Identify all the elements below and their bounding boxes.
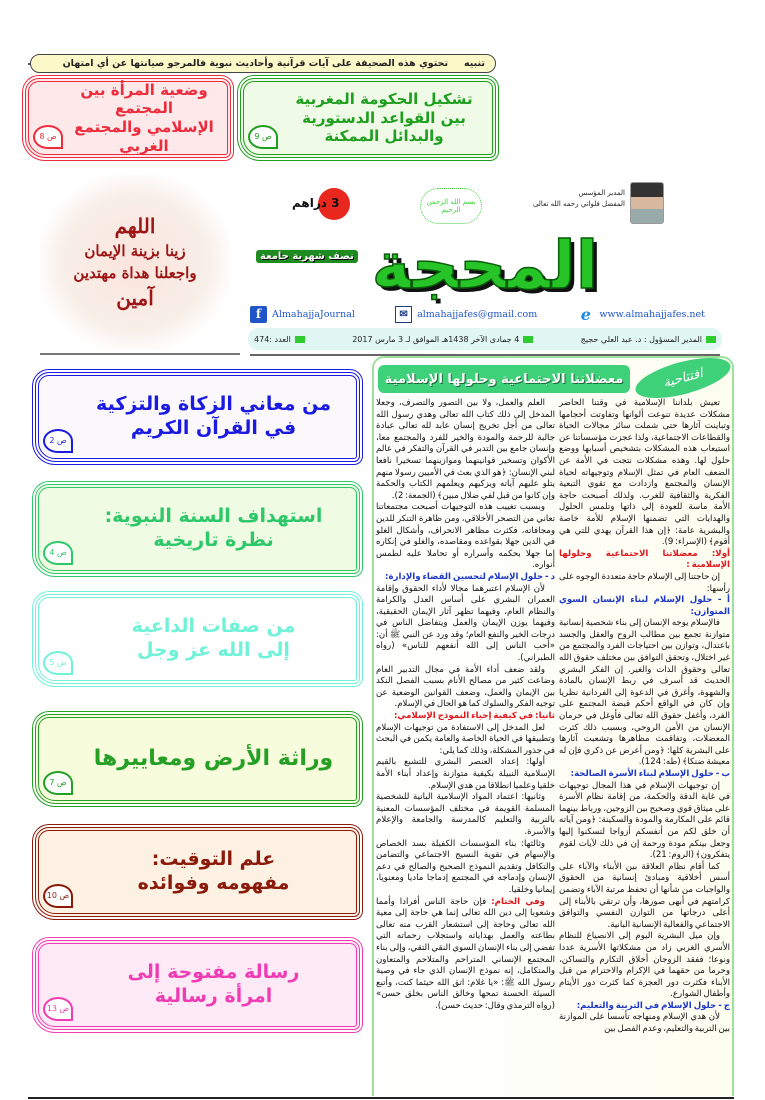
article-subheading xyxy=(376,711,555,723)
article-paragraph xyxy=(376,839,555,897)
headline-teaser[interactable] xyxy=(35,827,360,917)
dua-line: آمين xyxy=(116,286,154,311)
founder-label: المدير المؤسس xyxy=(578,189,625,197)
paragraph-text: ثانيا: في كيفية إحياء النموذج الإسلامي: xyxy=(393,711,555,722)
headline-teaser[interactable] xyxy=(240,78,496,158)
article-paragraph xyxy=(559,1012,730,1035)
article-paragraph xyxy=(559,781,730,862)
founder-name: المفضل فلواتي رحمه الله تعالى xyxy=(532,199,625,208)
article-paragraph xyxy=(559,572,730,595)
price-text: 3 دراهم xyxy=(292,196,340,210)
article-subheading xyxy=(559,595,730,618)
founder-caption xyxy=(515,188,625,209)
paragraph-text: فالإسلام يوجه الإنسان إلى بناء شخصية إنسانية متوازنة تجمع بين مطالب الروح والعقل والجسد باعتدال، وتوازن بين احتياجات الفرد والمجتمع من غير اختلال، وتحقق التوافق بين مختلف حقوق الله تعالى وحقوق الذات والغير. إن الفكر البشري الحديث قد أسرف في ربط الإنسان بالمادة والشهوة، وأغرق في الدعوة إلى الفردانية نظريا وإن كان في الواقع أحكم قبضة المجتمع على الفرد، وأغفل حقوق الله تعالى فأوغل في حرمان الإنسان من الأمن الروحي، وبسبب ذلك كثرت المعضلات، وتفاقمت مظاهرها وتشعبت آثارها على البشرية كلها: ﴿ومن أعرض عن ذكري فإن له معيشة ضنكا﴾ (طه: 124). xyxy=(559,618,730,768)
headline-line: استهداف السنة النبوية: xyxy=(104,505,323,528)
paragraph-text: لأن هدي الإسلام ومنهاجه تأسسا على الموازنة بين التربية والتعليم، وعدم الفصل بين xyxy=(559,1012,730,1035)
email-icon: ✉ xyxy=(395,306,412,323)
headline-teaser[interactable] xyxy=(35,594,360,684)
article-paragraph xyxy=(376,665,555,711)
date-text: 4 جمادى الآخر 1438هـ الموافق لـ 3 مارس 2017 xyxy=(352,334,520,344)
dua-line: زينا بزينة الإيمان xyxy=(84,241,186,260)
paragraph-text: أولها: إعداد العنصر البشري للتشبع بالقيم الإسلامية النبيلة بكيفية متوازنة وإعداد أبناء الأمة خلقيا وعلميا انطلاقا من هدي الإسلام. xyxy=(376,757,555,791)
notice-text: تحتوي هذه الصحيفة على آيات قرآنية وأحاديث نبوية فالمرجو صيانتها عن أي امتهان xyxy=(62,58,449,69)
page-reference: ص 9 xyxy=(248,125,278,149)
paragraph-text: لأن الإسلام اعتبرهما مجالا لأداء الحقوق وإقامة العمران البشري على أساس العدل والكرامة والنظام العام، وفيهما تظهر آثار الإيمان الحقيقية، وفيهما يوزن الإيمان والعمل ويتفاضل الناس في درجات الخير والنفع العام؛ وقد ورد عن النبي ﷺ أن: «أحب الناس إلى الله أنفعهم للناس» (رواه الطبراني). xyxy=(376,583,555,664)
page-reference: ص 2 xyxy=(43,429,73,453)
headline-teaser[interactable] xyxy=(35,484,360,574)
paragraph-text: ج - حلول الإسلام في التربية والتعليم: xyxy=(576,1000,730,1011)
article-subheading xyxy=(376,572,555,584)
issue-info xyxy=(254,335,305,344)
headline-line: علم التوقيت: xyxy=(151,848,276,871)
masthead-subtitle: نصف شهرية جامعة xyxy=(256,250,358,263)
headline-line: رسالة مفتوحة إلى xyxy=(127,961,300,984)
paragraph-text: وبسبب تغييب هذه التوجيهات أصبحت مجتمعاتنا تعاني من التصحر الأخلاقي، ومن ظاهرة التنكر للدين ومجافاته، فكثرت مظاهر الانحراف، وأشكال الغلو في الدين جهلا بقواعده ومقاصده، والغلو في إنكاره إما جهلا بحكمه وأسراره أو تحاملا عليه لطمس أنواره. xyxy=(376,502,555,571)
bottom-rule xyxy=(28,1097,734,1099)
director-text: المدير المسؤول : د. عبد العلي حجيج xyxy=(580,334,702,344)
page-reference: ص 13 xyxy=(43,997,73,1021)
headline-line: وضعية المرأة بين المجتمع xyxy=(80,80,208,118)
headline-line: امرأة رسالية xyxy=(154,985,273,1007)
paragraph-text: وإن ميل البشرية اليوم إلى الانصياع للنظام الأسري الغربي زاد من مشكلاتها الأسرية عددا ونوعا؛ ففقد الزوجان أخلاق التكارم والتساكن، وحرما من حقهما في الإكرام والاحترام من قبل الأبناء فكثرت دور العجزة كما كثرت دور الأيتام وأطفال الشوارع. xyxy=(559,931,730,1000)
facebook-link[interactable] xyxy=(250,306,355,323)
paragraph-text: لعل المدخل إلى الاستفادة من توجيهات الإسلام وتطبيقها في الحياة الخاصة والعامة يكمن في البحث في جذور المشكلة، وذلك كما يلي: xyxy=(376,722,555,756)
article-paragraph xyxy=(376,792,555,838)
article-paragraph xyxy=(376,757,555,792)
basmala-calligraphy: بسم الله الرحمن الرحيم xyxy=(420,188,482,224)
paragraph-text: ولقد ضعف أداء الأمة في مجال التدبير العام وضاعت كثير من مصالح الأنام بسبب الفصل النكد بين الإيمان والعمل، وضعف القوانين الوضعية عن توجيه الفكر والسلوك كما هو الحال في الإسلام. xyxy=(376,664,555,710)
browser-icon: e xyxy=(580,304,591,324)
headline-line: نظرة تاريخية xyxy=(153,529,274,551)
headline-line: الإسلامي والمجتمع الغربي xyxy=(74,118,214,155)
date-info xyxy=(352,335,533,344)
article-subheading xyxy=(559,769,730,781)
article-paragraph xyxy=(376,723,555,758)
email-link[interactable] xyxy=(395,306,537,323)
director-info xyxy=(581,335,716,344)
paragraph-text: إن توجيهات الإسلام في هذا المجال توجيهات في غاية الدقة والحكمة، من إقامة نظام الأسرة على ميثاق قوي وصحيح بين الزوجين، ورباط بينهما قائم على المكارمة والمودة والسكينة: ﴿ومن آياته أن خلق لكم من أنفسكم أزواجا لتسكنوا إليها وجعل بينكم مودة ورحمة إن في ذلك لآيات لقوم يتفكرون﴾ (الروم: 21). xyxy=(559,780,730,861)
article-column-left xyxy=(376,398,555,1012)
dua-line: واجعلنا هداة مهتدين xyxy=(73,263,197,282)
article-subheading xyxy=(559,1001,730,1013)
article-paragraph xyxy=(376,897,555,1013)
facebook-text: AlmahajjaJournal xyxy=(272,308,355,320)
paragraph-text: العلم والعمل، ولا بين التصور والتصرف، وجعلا المدخل إلى ذلك كتاب الله تعالى وهدي رسول الله تعالى من أجل تخريج إنسان عابد لله تعالى عبادة جالبة للرحمة والمودة والخير للفرد والمجتمع معا، وإنسان جامع بين التدبر في القرآن والتفكر في عالم الأكوان وتسخير قوانينهما وموازينهما تسخيرا نافعا لبني الإنسان: ﴿هو الذي بعث في الأميين رسولا منهم يتلو عليهم آياته ويزكيهم ويعلمهم الكتاب والحكمة وإن كانوا من قبل لفي ضلال مبين﴾ (الجمعة: 2). xyxy=(376,398,555,501)
article-paragraph xyxy=(376,584,555,665)
founder-photo xyxy=(630,182,664,224)
contacts-row xyxy=(250,305,705,323)
page-reference: ص 7 xyxy=(43,771,73,795)
article-paragraph xyxy=(559,618,730,769)
headline-line: إلى الله عز وجل xyxy=(137,639,290,661)
paragraph-text: كما أقام نظام العلاقة بين الأبناء والآباء على أسس أخلاقية ومبادئ إنسانية من الحقوق والواجبات من شأنها أن تحفظ مرتبة الآباء وتضمن كرامتهم في أبهى صورها، وأن ترتقي بالأبناء إلى أعلى درجاتها من التوازن النفسي والتوافق الاجتماعي والفعالية الإنسانية البانية. xyxy=(559,861,730,930)
headline-line: تشكيل الحكومة المغربية xyxy=(295,89,473,108)
headline-teaser[interactable] xyxy=(35,714,360,804)
article-paragraph xyxy=(376,398,555,502)
headline-line: مفهومه وفوائده xyxy=(137,872,290,894)
email-text: almahajjafes@gmail.com xyxy=(417,308,538,320)
article-paragraph xyxy=(559,398,730,549)
paragraph-text: أولا: معضلاتنا الاجتماعية وحلولها الإسلامية : xyxy=(559,548,730,571)
headline-line: في القرآن الكريم xyxy=(130,417,297,439)
notice-label: تنبيه xyxy=(464,58,485,69)
article-paragraph xyxy=(559,862,730,932)
headline-teaser[interactable] xyxy=(35,372,360,462)
article-paragraph xyxy=(376,502,555,572)
paragraph-text: إن حاجتنا إلى الإسلام حاجة متعددة الوجوه على رأسها: xyxy=(559,571,730,594)
editorial-badge: افتتاحية xyxy=(632,350,735,406)
article-paragraph xyxy=(559,931,730,1001)
issue-text: العدد :474 xyxy=(254,334,291,344)
headline-line: وراثة الأرض ومعاييرها xyxy=(93,746,334,772)
article-column-right xyxy=(559,398,730,1036)
headline-teaser[interactable] xyxy=(25,78,231,158)
notice-banner xyxy=(30,54,496,73)
dua-box xyxy=(40,175,230,350)
paragraph-text: وثالثها: بناء المؤسسات الكفيلة بسد الخصاص والإسهام في تقوية النسيج الاجتماعي والتضامن والتكافل وتقديم النموذج الصحيح والصالح في دعم الإنسان وإدماجه في المجتمع إدماجا ماديا ومعنويا، إيمانيا وخلقيا. xyxy=(376,838,555,895)
paragraph-text: وثانيها: اعتماد المواد الإسلامية البانية للشخصية المسلمة القويمة في مختلف المؤسسات المعنية بالتربية والتعليم كالمدرسة والجامعة والإعلام والأسرة. xyxy=(376,792,555,837)
paragraph-text: ب - حلول الإسلام لبناء الأسرة الصالحة: xyxy=(570,769,730,779)
paragraph-text: تعيش بلداننا الإسلامية في وقتنا الحاضر مشكلات عديدة تنوعت ألوانها وتفاوتت أحجامها وتباينت آثارها حتى شملت سائر مجالات الحياة والقطاعات الاجتماعية، ولذا عجزت مؤسساتنا عن استيعاب هذه المشكلات بتشخيص أسبابها ووضع حلول لها. وهذه مشكلات نتجت في الأمة عن الضعف العام في تمثل الإسلام وتوجيهاته لحياة الإنسان والمجتمع وازدادت مع تقوي التبعية الفكرية والثقافية للغرب. ولذلك أصبحت حاجة الأمة ماسة للعودة إلى ذاتها وتلمس الحلول والهدايات التي تضمنها الإسلام للأمة خاصة والبشرية عامة: ﴿إن هذا القرآن يهدي للتي هي أقوم﴾ (الإسراء: 9). xyxy=(559,398,730,548)
website-text: www.almahajjafes.net xyxy=(599,308,705,320)
page-reference: ص 8 xyxy=(33,125,63,149)
closing-lead: وفي الختام: xyxy=(491,896,545,907)
page-reference: ص 5 xyxy=(43,651,73,675)
dua-rule xyxy=(40,353,240,355)
article-title: معضلاتنا الاجتماعية وحلولها الإسلامية xyxy=(378,365,630,393)
info-bar xyxy=(248,328,722,350)
paragraph-text: د - حلول الإسلام لتحسين القضاء والإدارة: xyxy=(385,571,555,582)
website-link[interactable] xyxy=(577,306,705,323)
headline-line: من معاني الزكاة والتزكية xyxy=(96,393,331,416)
dua-line: اللهم xyxy=(114,213,156,238)
headline-line: بين القواعد الدستورية والبدائل الممكنة xyxy=(302,108,466,146)
facebook-icon: f xyxy=(250,306,267,323)
page-reference: ص 4 xyxy=(43,541,73,565)
paragraph-text: فإن حاجة الناس أفرادا وأمما وشعوبا إلى دين الله تعالى إنما هي حاجة إلى معية الله تعالى وحاجة إلى استشعار القرب منه تعالى بطاعته والعمل بهداياته واستجلاب رحماته التي تفضي إلى بناء الإنسان السوي النقي التقي، وإلى بناء المجتمع الإنساني المتراحم والمتلاحم والمتعاون والمتكامل، إنه نموذج الإنسان الذي جاء في وصية رسول الله ﷺ: «يا غلام: اتق الله حيثما كنت، وأتبع السيئة الحسنة تمحها وخالق الناس بخلق حسن» (رواه الترمذي وقال: حديث حسن). xyxy=(376,896,555,1011)
masthead-logo: المحجة xyxy=(371,227,599,304)
article-subheading xyxy=(559,549,730,572)
page-reference: ص 10 xyxy=(43,884,73,908)
headline-teaser[interactable] xyxy=(35,940,360,1030)
headline-line: من صفات الداعية xyxy=(131,615,296,638)
paragraph-text: أ - حلول الإسلام لبناء الإنسان السوي المتوازن: xyxy=(559,595,730,617)
